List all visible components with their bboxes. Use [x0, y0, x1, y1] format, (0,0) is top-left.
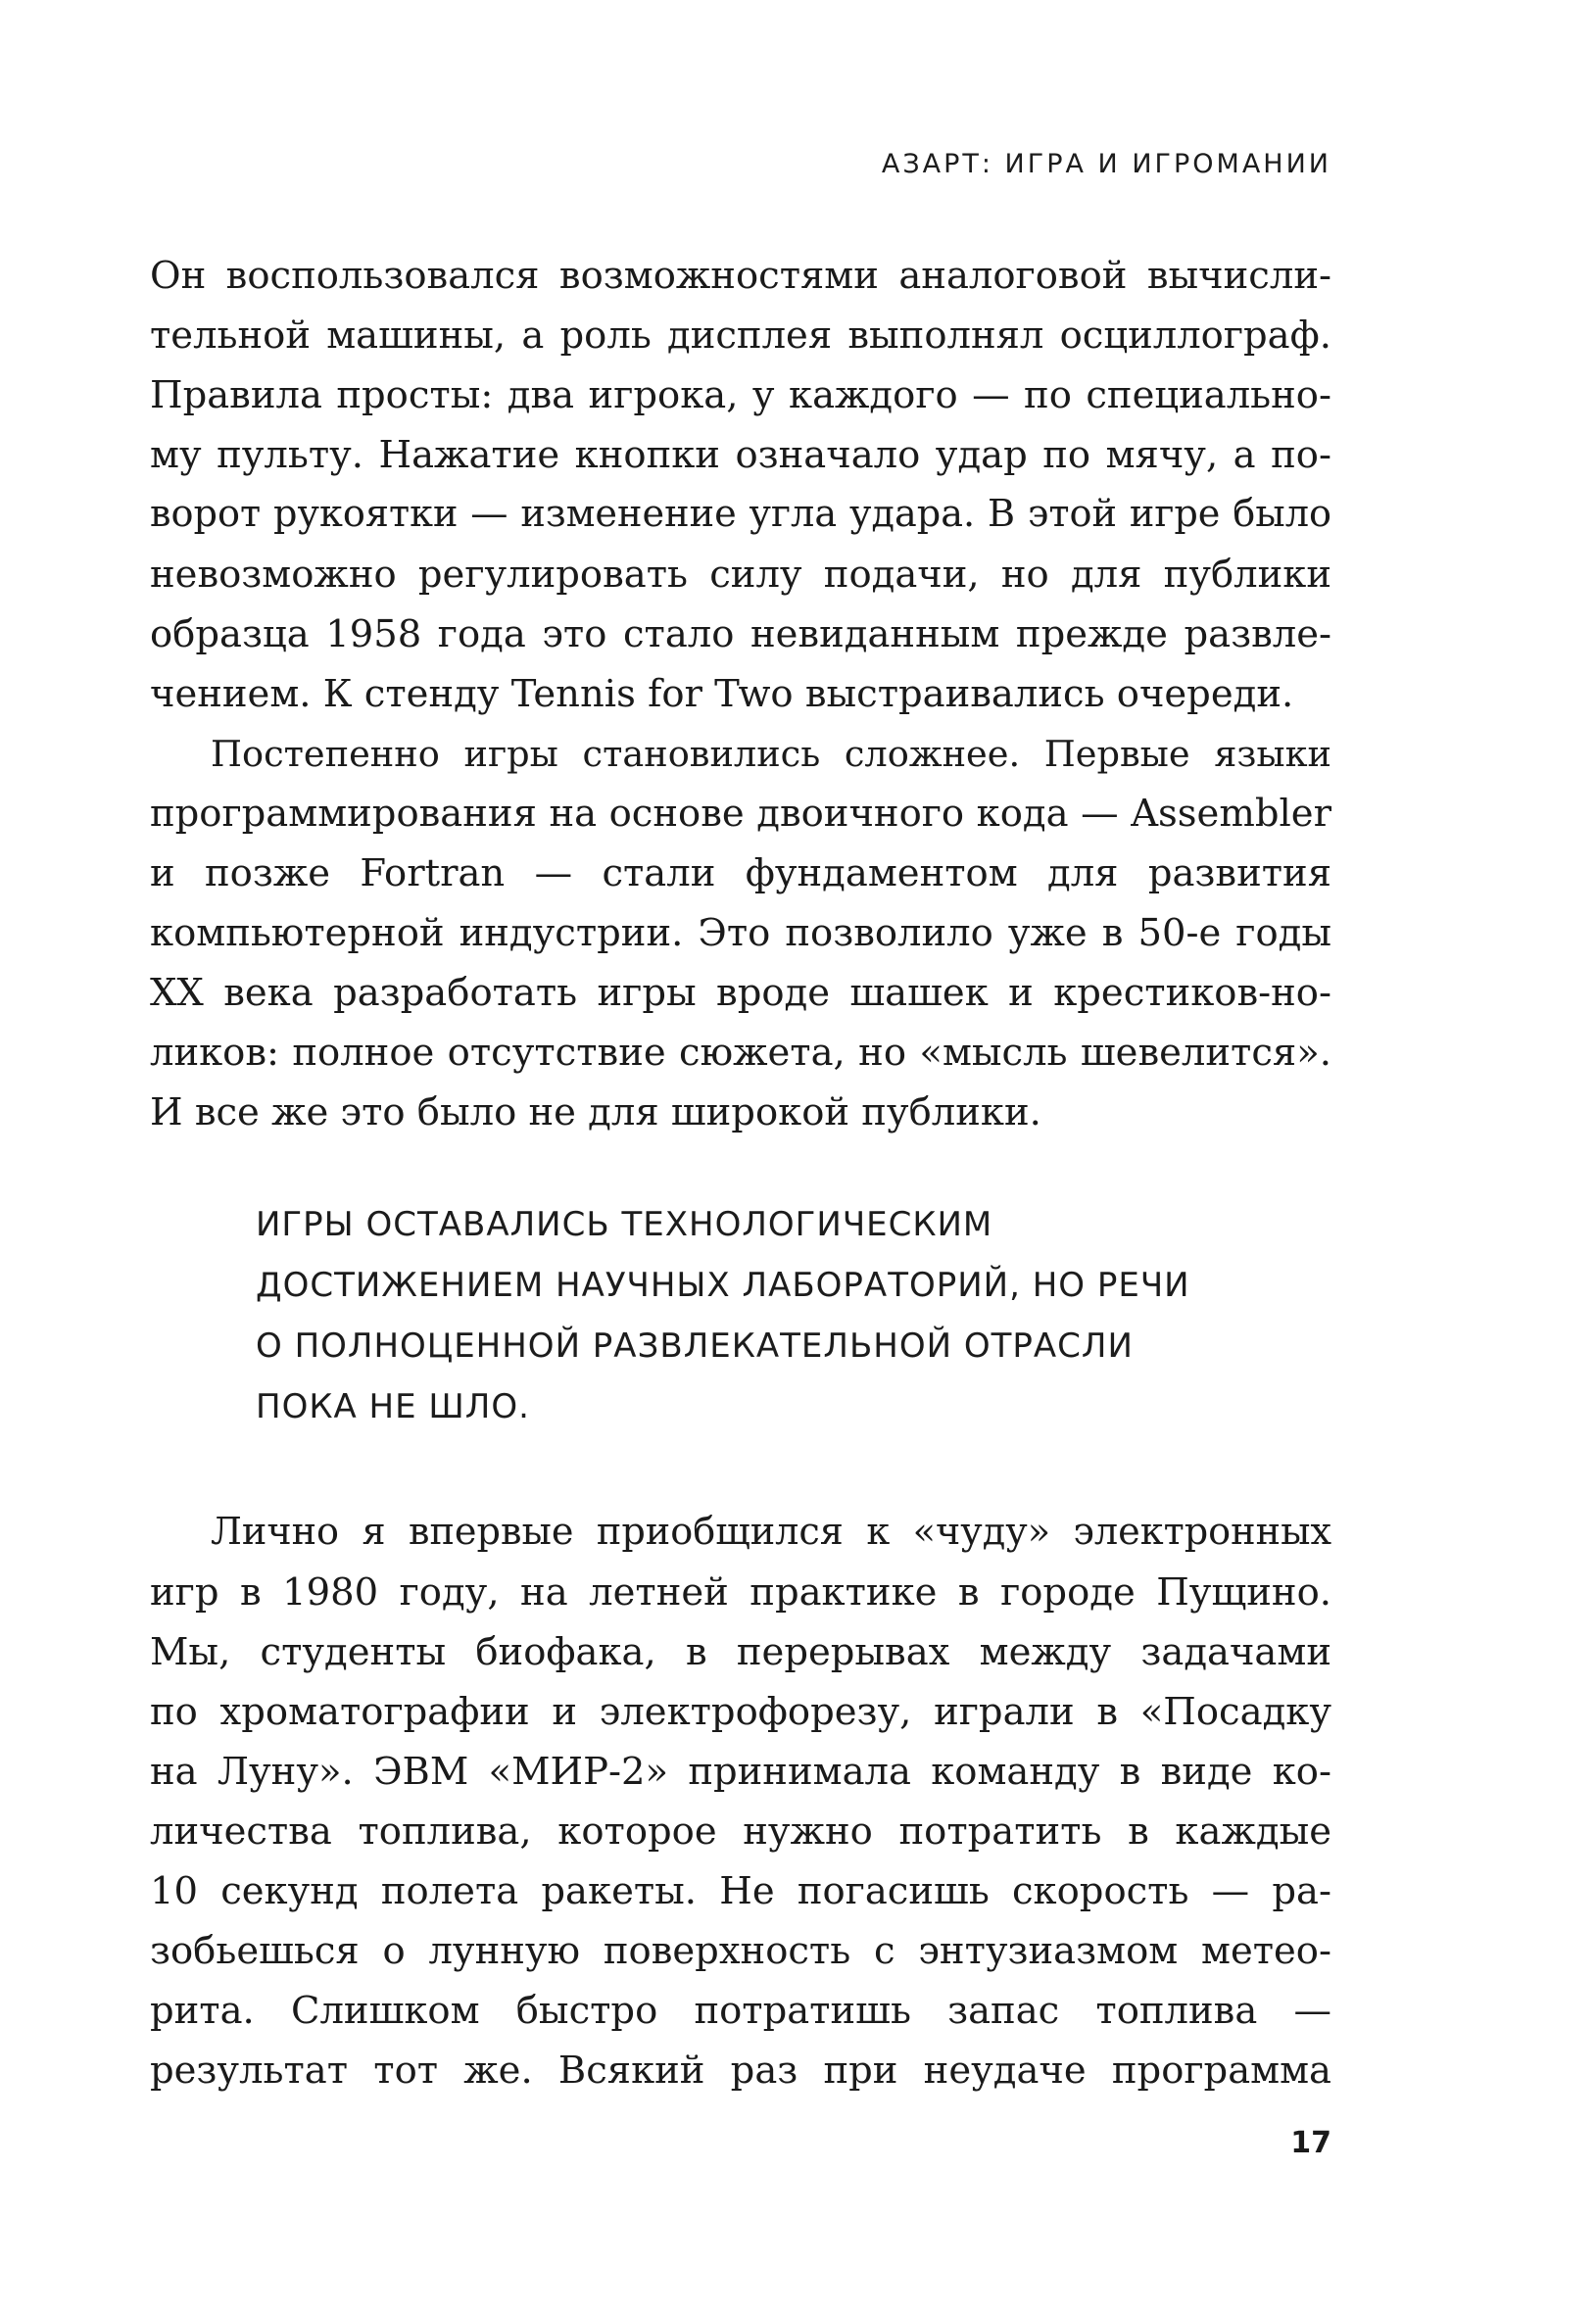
text-line: Мы, студенты биофака, в перерывах между задачами: [150, 1630, 1331, 1674]
pull-quote-line: ПОКА НЕ ШЛО.: [256, 1387, 530, 1426]
text-line: невозможно регулировать силу подачи, но для публики: [150, 553, 1331, 597]
text-line: му пульту. Нажатие кнопки означало удар по мячу, а по-: [150, 433, 1331, 477]
text-line: по хроматографии и электрофорезу, играли в «Посадку: [150, 1690, 1331, 1734]
text-line: компьютерной индустрии. Это позволило уже в 50-е годы: [150, 911, 1331, 955]
text-line: зобьешься о лунную поверхность с энтузиазмом метео-: [150, 1929, 1331, 1973]
text-line: на Луну». ЭВМ «МИР-2» принимала команду в виде ко-: [150, 1750, 1331, 1794]
text-line: личества топлива, которое нужно потратить в каждые: [150, 1809, 1331, 1854]
running-header: АЗАРТ: ИГРА И ИГРОМАНИИ: [881, 149, 1331, 179]
text-line: XX века разработать игры вроде шашек и крестиков-но-: [150, 971, 1331, 1015]
text-line: игр в 1980 году, на летней практике в городе Пущино.: [150, 1570, 1331, 1615]
text-line: рита. Слишком быстро потратишь запас топлива —: [150, 1989, 1331, 2033]
text-line: и позже Fortran — стали фундаментом для развития: [150, 851, 1331, 895]
pull-quote-line: ИГРЫ ОСТАВАЛИСЬ ТЕХНОЛОГИЧЕСКИМ: [256, 1205, 993, 1244]
text-line: И все же это было не для широкой публики.: [150, 1090, 1041, 1134]
body-text-block-2: [150, 1503, 1331, 2100]
text-line: чением. К стенду Tennis for Two выстраивались очереди.: [150, 672, 1294, 716]
text-line: образца 1958 года это стало невиданным прежде развле-: [150, 612, 1331, 656]
text-line: Правила просты: два игрока, у каждого — по специально-: [150, 373, 1331, 417]
pull-quote-line: ДОСТИЖЕНИЕМ НАУЧНЫХ ЛАБОРАТОРИЙ, НО РЕЧИ: [256, 1266, 1190, 1305]
text-line: программирования на основе двоичного кода — Assembler: [150, 792, 1331, 836]
text-line: 10 секунд полета ракеты. Не погасишь скорость — ра-: [150, 1869, 1331, 1913]
text-line: тельной машины, а роль дисплея выполнял осциллограф.: [150, 313, 1331, 358]
pull-quote-line: О ПОЛНОЦЕННОЙ РАЗВЛЕКАТЕЛЬНОЙ ОТРАСЛИ: [256, 1326, 1134, 1366]
page-number: 17: [1290, 2126, 1331, 2160]
text-line: ворот рукоятки — изменение угла удара. В этой игре было: [150, 493, 1331, 536]
body-text-block-1: [150, 246, 1331, 1142]
text-line: результат тот же. Всякий раз при неудаче программа: [150, 2049, 1331, 2093]
paragraph-first-line: Лично я впервые приобщился к «чуду» электронных: [211, 1511, 1331, 1554]
text-line: Он воспользовался возможностями аналоговой вычисли-: [150, 254, 1331, 298]
pull-quote: [256, 1194, 1235, 1437]
text-line: ликов: полное отсутствие сюжета, но «мысль шевелится».: [150, 1031, 1331, 1075]
paragraph-first-line: Постепенно игры становились сложнее. Первые языки: [211, 733, 1331, 775]
